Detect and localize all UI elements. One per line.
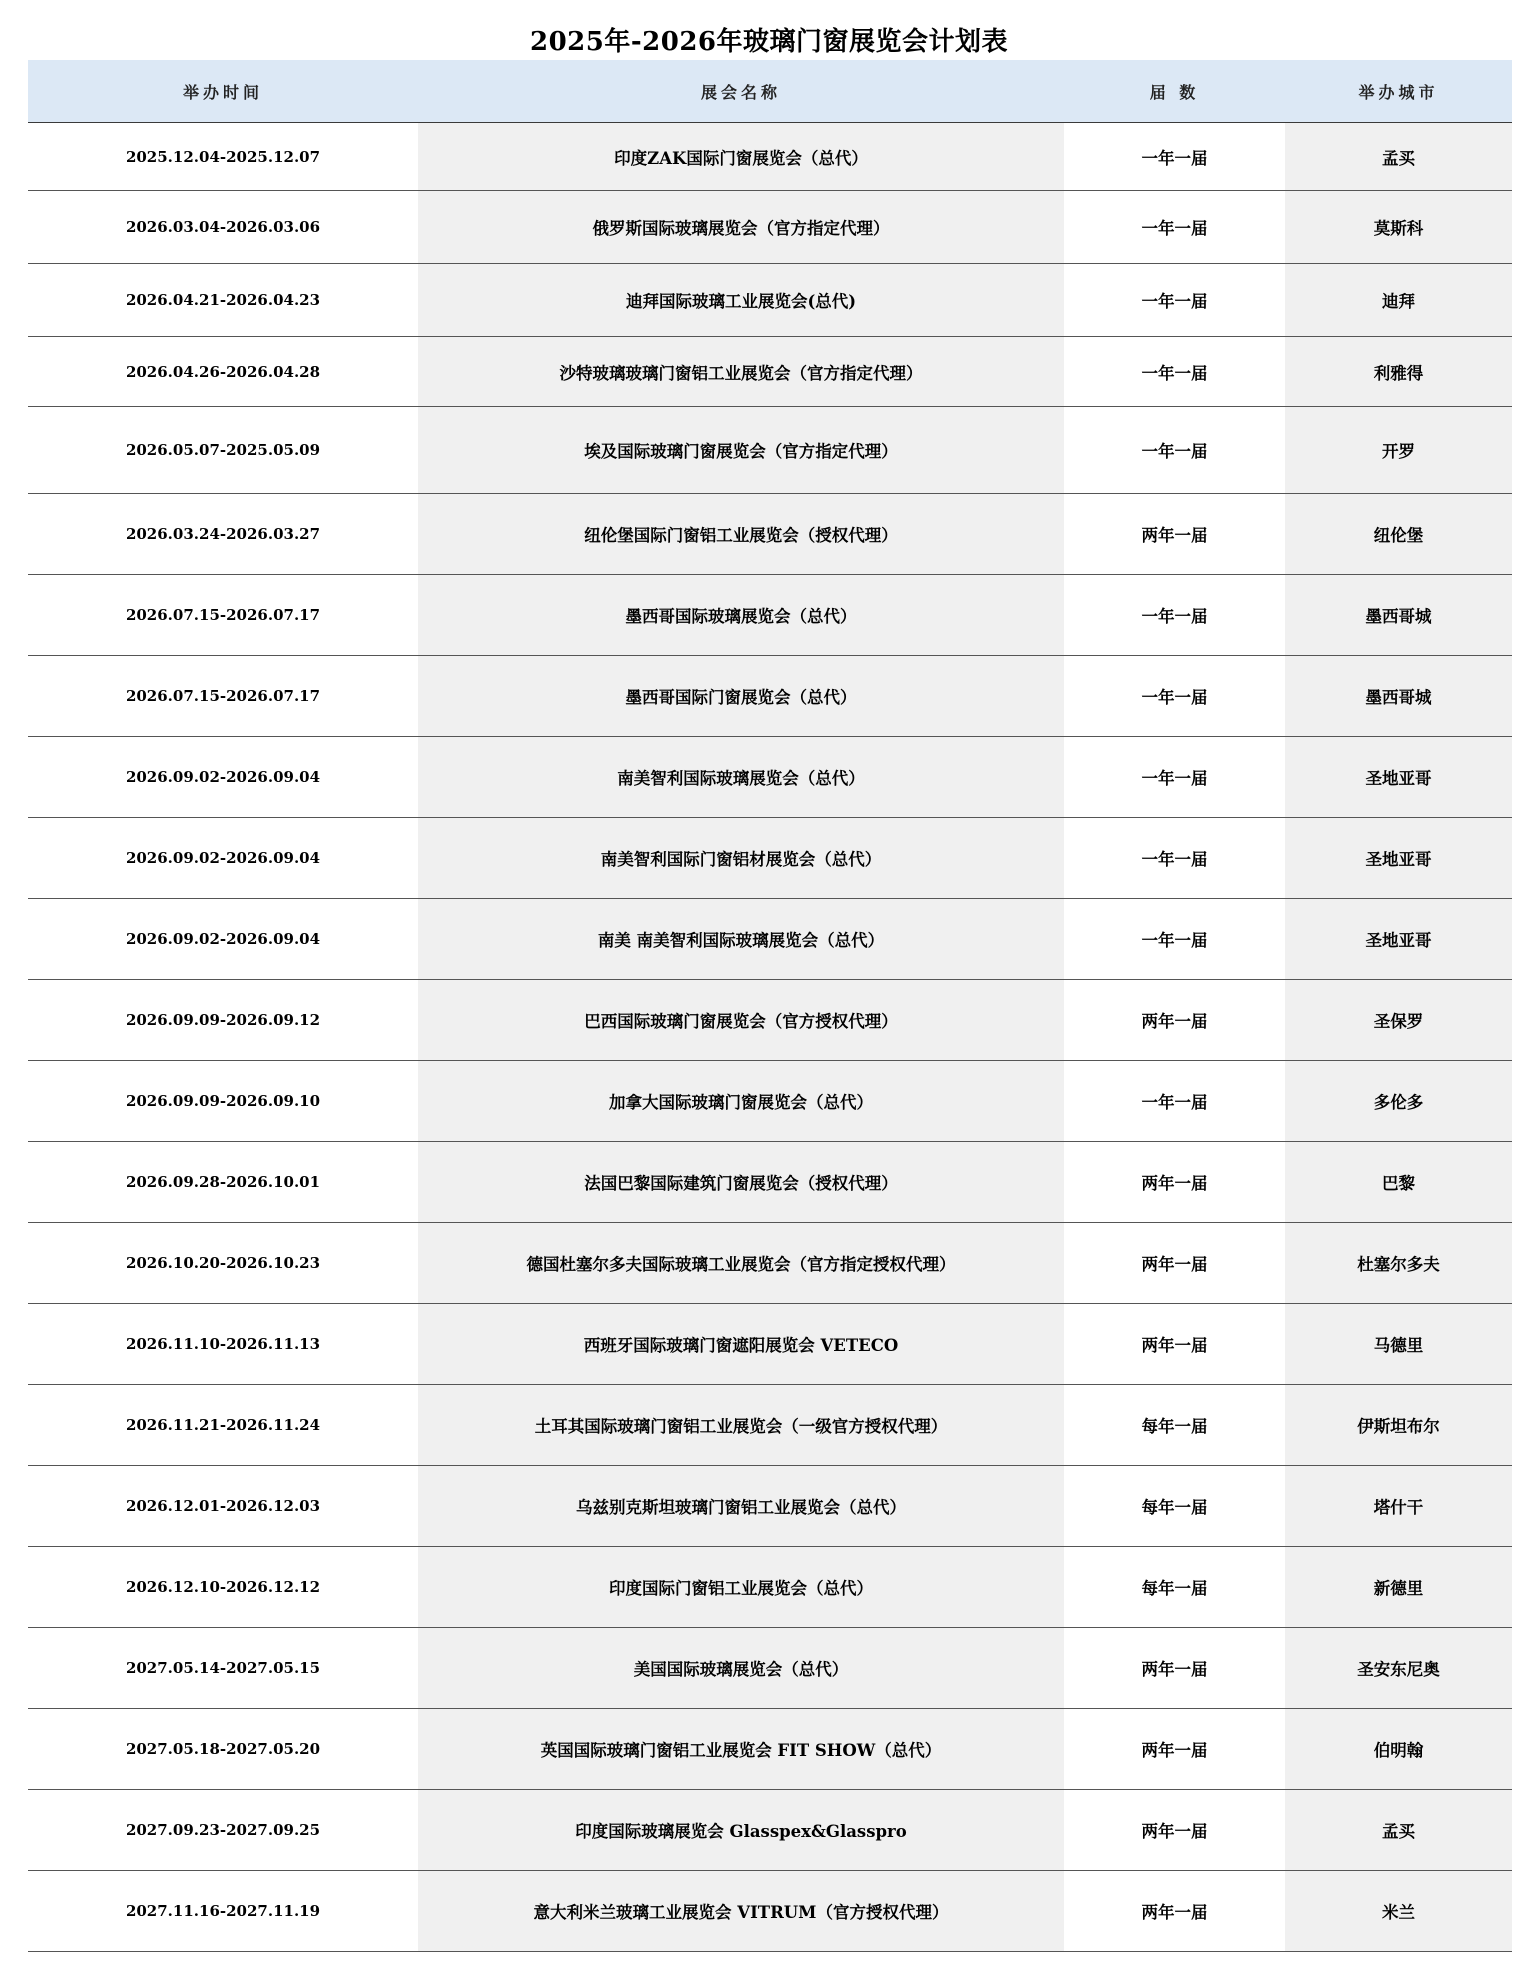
- date-cell: 2026.09.09-2026.09.12: [125, 1011, 321, 1029]
- frequency-cell: 一年一届: [1141, 850, 1208, 869]
- city-cell: 杜塞尔多夫: [1285, 1223, 1512, 1303]
- frequency-cell: 一年一届: [1141, 292, 1208, 311]
- table-row: [28, 656, 1512, 737]
- exhibition-name-cell: 埃及国际玻璃门窗展览会（官方指定代理）: [418, 407, 1064, 493]
- city-cell: 开罗: [1285, 407, 1512, 493]
- exhibition-name-cell: 土耳其国际玻璃门窗铝工业展览会（一级官方授权代理）: [418, 1385, 1064, 1465]
- exhibition-name-cell: 南美 南美智利国际玻璃展览会（总代）: [418, 899, 1064, 979]
- date-cell: 2026.09.02-2026.09.04: [125, 930, 321, 948]
- exhibition-name-cell: 印度国际门窗铝工业展览会（总代）: [418, 1547, 1064, 1627]
- table-header: [28, 60, 1512, 123]
- city-cell: 孟买: [1285, 1790, 1512, 1870]
- frequency-cell: 两年一届: [1141, 1174, 1208, 1193]
- header-frequency: 届 数: [1149, 82, 1200, 102]
- exhibition-name-cell: 南美智利国际玻璃展览会（总代）: [418, 737, 1064, 817]
- frequency-cell: 两年一届: [1141, 1741, 1208, 1760]
- date-cell: 2026.04.26-2026.04.28: [125, 362, 321, 381]
- frequency-cell: 一年一届: [1141, 688, 1208, 707]
- header-city: 举办城市: [1358, 82, 1439, 102]
- city-cell: 莫斯科: [1285, 191, 1512, 263]
- city-cell: 纽伦堡: [1285, 494, 1512, 574]
- frequency-cell: 一年一届: [1141, 363, 1208, 383]
- frequency-cell: 每年一届: [1141, 1579, 1208, 1598]
- frequency-cell: 两年一届: [1141, 1012, 1208, 1031]
- frequency-cell: 两年一届: [1141, 1660, 1208, 1679]
- frequency-cell: 两年一届: [1141, 1255, 1208, 1274]
- date-cell: 2027.09.23-2027.09.25: [125, 1821, 321, 1839]
- exhibition-name-cell: 南美智利国际门窗铝材展览会（总代）: [418, 818, 1064, 898]
- frequency-cell: 两年一届: [1141, 1822, 1208, 1841]
- table-row: [28, 1304, 1512, 1385]
- frequency-cell: 两年一届: [1141, 1903, 1208, 1922]
- exhibition-name-cell: 英国国际玻璃门窗铝工业展览会 FIT SHOW（总代）: [418, 1709, 1064, 1789]
- date-cell: 2026.04.21-2026.04.23: [125, 291, 321, 309]
- table-row: [28, 264, 1512, 337]
- frequency-cell: 一年一届: [1141, 1093, 1208, 1112]
- table-row: [28, 737, 1512, 818]
- exhibition-name-cell: 印度ZAK国际门窗展览会（总代）: [418, 123, 1064, 190]
- city-cell: 迪拜: [1285, 264, 1512, 336]
- exhibition-name-cell: 美国国际玻璃展览会（总代）: [418, 1628, 1064, 1708]
- table-row: [28, 191, 1512, 264]
- frequency-cell: 一年一届: [1141, 219, 1208, 238]
- date-cell: 2026.07.15-2026.07.17: [125, 606, 321, 624]
- exhibition-name-cell: 迪拜国际玻璃工业展览会(总代): [418, 264, 1064, 336]
- date-cell: 2026.07.15-2026.07.17: [125, 687, 321, 705]
- frequency-cell: 一年一届: [1141, 607, 1208, 626]
- table-row: [28, 1790, 1512, 1871]
- exhibition-name-cell: 德国杜塞尔多夫国际玻璃工业展览会（官方指定授权代理）: [418, 1223, 1064, 1303]
- exhibition-name-cell: 加拿大国际玻璃门窗展览会（总代）: [418, 1061, 1064, 1141]
- frequency-cell: 一年一届: [1141, 931, 1208, 950]
- exhibition-name-cell: 巴西国际玻璃门窗展览会（官方授权代理）: [418, 980, 1064, 1060]
- table-row: [28, 1709, 1512, 1790]
- table-row: [28, 899, 1512, 980]
- table-row: [28, 1871, 1512, 1952]
- exhibition-name-cell: 印度国际玻璃展览会 Glasspex&Glasspro: [418, 1790, 1064, 1870]
- city-cell: 米兰: [1285, 1871, 1512, 1951]
- date-cell: 2026.09.02-2026.09.04: [125, 849, 321, 867]
- exhibition-table: [28, 60, 1512, 1952]
- table-row: [28, 123, 1512, 191]
- city-cell: 墨西哥城: [1285, 575, 1512, 655]
- table-row: [28, 1547, 1512, 1628]
- city-cell: 圣保罗: [1285, 980, 1512, 1060]
- table-row: [28, 818, 1512, 899]
- exhibition-name-cell: 法国巴黎国际建筑门窗展览会（授权代理）: [418, 1142, 1064, 1222]
- city-cell: 伯明翰: [1285, 1709, 1512, 1789]
- date-cell: 2026.05.07-2025.05.09: [125, 441, 321, 459]
- city-cell: 伊斯坦布尔: [1285, 1385, 1512, 1465]
- date-cell: 2027.05.18-2027.05.20: [125, 1740, 321, 1758]
- frequency-cell: 两年一届: [1141, 1336, 1208, 1355]
- frequency-cell: 一年一届: [1141, 442, 1208, 461]
- table-row: [28, 1466, 1512, 1547]
- city-cell: 圣安东尼奥: [1285, 1628, 1512, 1708]
- table-row: [28, 1628, 1512, 1709]
- exhibition-name-cell: 墨西哥国际门窗展览会（总代）: [418, 656, 1064, 736]
- table-body: [28, 123, 1512, 1952]
- date-cell: 2025.12.04-2025.12.07: [125, 147, 321, 166]
- exhibition-name-cell: 西班牙国际玻璃门窗遮阳展览会 VETECO: [418, 1304, 1064, 1384]
- frequency-cell: 每年一届: [1141, 1417, 1208, 1436]
- table-row: [28, 1142, 1512, 1223]
- date-cell: 2026.11.10-2026.11.13: [125, 1335, 321, 1353]
- city-cell: 圣地亚哥: [1285, 818, 1512, 898]
- exhibition-name-cell: 俄罗斯国际玻璃展览会（官方指定代理）: [418, 191, 1064, 263]
- header-date: 举办时间: [182, 82, 263, 102]
- table-row: [28, 1385, 1512, 1466]
- exhibition-name-cell: 沙特玻璃玻璃门窗铝工业展览会（官方指定代理）: [418, 337, 1064, 406]
- date-cell: 2026.10.20-2026.10.23: [125, 1254, 321, 1272]
- date-cell: 2026.09.02-2026.09.04: [125, 768, 321, 786]
- exhibition-name-cell: 墨西哥国际玻璃展览会（总代）: [418, 575, 1064, 655]
- table-row: [28, 1061, 1512, 1142]
- date-cell: 2026.12.10-2026.12.12: [125, 1578, 321, 1596]
- page-title: 2025年-2026年玻璃门窗展览会计划表: [529, 27, 1009, 57]
- date-cell: 2027.05.14-2027.05.15: [125, 1659, 321, 1677]
- date-cell: 2026.03.04-2026.03.06: [125, 218, 321, 236]
- table-row: [28, 575, 1512, 656]
- table-row: [28, 494, 1512, 575]
- date-cell: 2027.11.16-2027.11.19: [125, 1902, 321, 1920]
- city-cell: 利雅得: [1285, 337, 1512, 406]
- table-row: [28, 407, 1512, 494]
- date-cell: 2026.09.09-2026.09.10: [125, 1092, 321, 1110]
- city-cell: 巴黎: [1285, 1142, 1512, 1222]
- frequency-cell: 一年一届: [1141, 148, 1208, 168]
- exhibition-name-cell: 纽伦堡国际门窗铝工业展览会（授权代理）: [418, 494, 1064, 574]
- frequency-cell: 两年一届: [1141, 526, 1208, 545]
- exhibition-name-cell: 乌兹别克斯坦玻璃门窗铝工业展览会（总代）: [418, 1466, 1064, 1546]
- city-cell: 多伦多: [1285, 1061, 1512, 1141]
- city-cell: 圣地亚哥: [1285, 737, 1512, 817]
- date-cell: 2026.11.21-2026.11.24: [125, 1416, 321, 1434]
- city-cell: 孟买: [1285, 123, 1512, 190]
- city-cell: 墨西哥城: [1285, 656, 1512, 736]
- frequency-cell: 每年一届: [1141, 1498, 1208, 1517]
- table-row: [28, 337, 1512, 407]
- date-cell: 2026.12.01-2026.12.03: [125, 1497, 321, 1515]
- city-cell: 圣地亚哥: [1285, 899, 1512, 979]
- date-cell: 2026.03.24-2026.03.27: [125, 525, 321, 543]
- date-cell: 2026.09.28-2026.10.01: [125, 1173, 321, 1191]
- header-name: 展会名称: [700, 82, 781, 102]
- city-cell: 新德里: [1285, 1547, 1512, 1627]
- frequency-cell: 一年一届: [1141, 769, 1208, 788]
- city-cell: 塔什干: [1285, 1466, 1512, 1546]
- table-row: [28, 1223, 1512, 1304]
- exhibition-name-cell: 意大利米兰玻璃工业展览会 VITRUM（官方授权代理）: [418, 1871, 1064, 1951]
- city-cell: 马德里: [1285, 1304, 1512, 1384]
- table-row: [28, 980, 1512, 1061]
